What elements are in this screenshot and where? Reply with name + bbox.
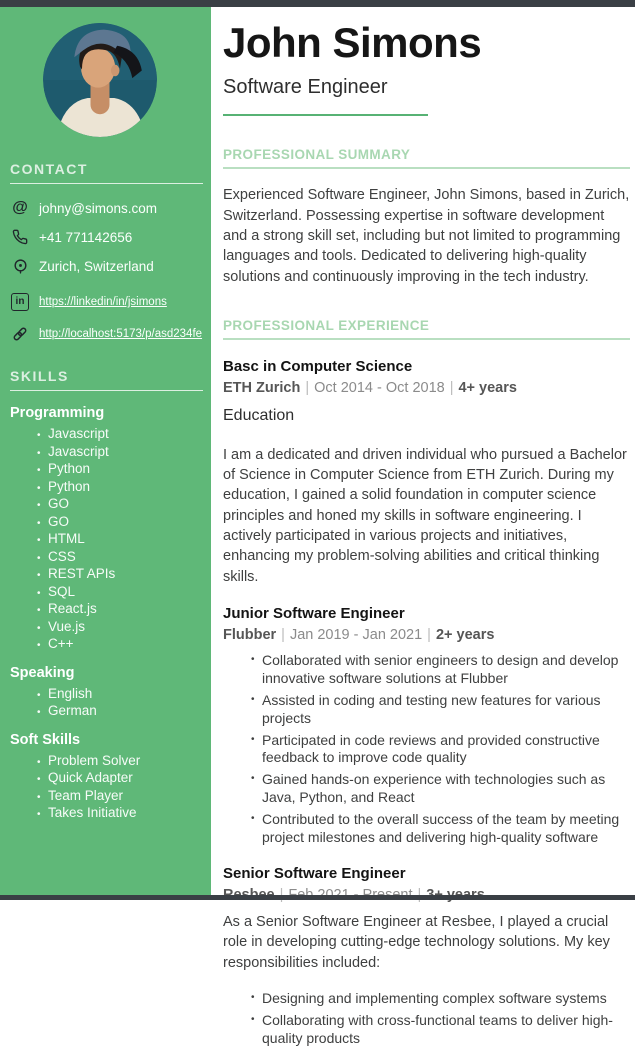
skill-group-soft-skills: Soft Skills: [10, 731, 81, 748]
contact-list: [10, 198, 203, 344]
skills-section: [10, 405, 203, 822]
skill-group-programming: Programming: [10, 405, 105, 421]
meta-separator: |: [281, 626, 285, 643]
entry-bullet-list: [223, 990, 630, 1048]
entry-description: As a Senior Software Engineer at Resbee, I played a crucial role in developing cutting-edge technology solutions. My key responsibilities included:: [223, 913, 610, 971]
at-icon: @: [12, 199, 28, 216]
contact-links: [10, 292, 203, 344]
skill-list-soft-skills: [10, 752, 203, 822]
top-border-bar: [0, 0, 635, 7]
meta-separator: |: [449, 379, 454, 396]
linkedin-link[interactable]: https://linkedin/in/jsimons: [39, 296, 167, 308]
skill-item: • Python: [37, 478, 203, 496]
person-job-title: Software Engineer: [223, 76, 388, 99]
skill-item: • Vue.js: [37, 618, 203, 636]
entry-subtitle: Education: [223, 406, 295, 424]
experience-section-heading: PROFESSIONAL EXPERIENCE: [223, 318, 630, 340]
link-icon: [10, 324, 30, 344]
entry-title: Basc in Computer Science: [223, 357, 413, 375]
contact-location-row: [10, 256, 203, 276]
linkedin-row: [10, 292, 203, 312]
entry-meta: [223, 380, 630, 396]
linkedin-icon: in: [10, 292, 30, 312]
meta-separator: |: [427, 626, 431, 643]
contact-phone-text: +41 771142656: [39, 229, 133, 245]
skill-item: • Python: [37, 460, 203, 478]
skill-item: • GO: [37, 495, 203, 513]
entry-dates: Oct 2014 - Oct 2018: [314, 379, 445, 396]
skill-item: • React.js: [37, 600, 203, 618]
skill-list-programming: [10, 425, 203, 653]
contact-phone-row: [10, 227, 203, 247]
entry-duration: 2+ years: [435, 626, 495, 643]
entry-company: ETH Zurich: [223, 379, 301, 396]
contact-location-text: Zurich, Switzerland: [39, 258, 154, 274]
entry-bullet-list: [223, 652, 630, 847]
bullet-item: • Participated in code reviews and provided constructive feedback to improve code quality: [251, 732, 630, 768]
skill-item: • Quick Adapter: [37, 769, 203, 787]
website-link[interactable]: http://localhost:5173/p/asd234fe: [39, 328, 203, 340]
bullet-item: • Collaborating with cross-functional teams to deliver high-quality products: [251, 1012, 630, 1048]
location-pin-icon: [10, 256, 30, 276]
contact-heading: CONTACT: [10, 161, 203, 184]
bullet-item: • Designing and implementing complex software systems: [251, 990, 630, 1008]
entry-description: I am a dedicated and driven individual who pursued a Bachelor of Science in Computer Science from ETH Zurich. During my education, I gained a solid foundation in computer science principles and honed my skills in software engineering. I actively participated in various projects and initiatives, enhancing my problem-solving abilities and critical thinking skills.: [223, 446, 627, 585]
entry-dates: Jan 2019 - Jan 2021: [289, 626, 423, 643]
bullet-item: • Assisted in coding and testing new features for various projects: [251, 692, 630, 728]
person-name: John Simons: [223, 19, 482, 66]
skills-heading: SKILLS: [10, 368, 203, 391]
skill-list-speaking: [10, 685, 203, 720]
skill-item: • English: [37, 685, 203, 703]
phone-icon: [10, 227, 30, 247]
contact-email-row: [10, 198, 203, 218]
meta-separator: |: [305, 379, 310, 396]
skill-item: • HTML: [37, 530, 203, 548]
bullet-item: • Contributed to the overall success of the team by meeting project milestones and delivering high-quality software: [251, 811, 630, 847]
skill-group-speaking: Speaking: [10, 664, 75, 681]
skill-item: • CSS: [37, 548, 203, 566]
website-row: [10, 324, 203, 344]
profile-photo: [43, 23, 157, 137]
experience-entry-junior: [223, 605, 630, 847]
entry-title: Junior Software Engineer: [223, 604, 405, 622]
entry-company: Flubber: [223, 626, 277, 643]
entry-meta: [223, 627, 630, 643]
avatar-illustration: [43, 23, 157, 137]
bullet-item: • Gained hands-on experience with technologies such as Java, Python, and React: [251, 771, 630, 807]
title-divider: [223, 114, 428, 116]
experience-entry-education: [223, 358, 630, 587]
skill-item: • Javascript: [37, 443, 203, 461]
bottom-border-bar: [0, 895, 635, 900]
skill-item: • Javascript: [37, 425, 203, 443]
skill-item: • German: [37, 702, 203, 720]
skill-item: • GO: [37, 513, 203, 531]
skill-item: • REST APIs: [37, 565, 203, 583]
skill-item: • Takes Initiative: [37, 804, 203, 822]
skill-item: • C++: [37, 635, 203, 653]
sidebar: [0, 7, 211, 895]
skill-item: • Team Player: [37, 787, 203, 805]
skill-item: • Problem Solver: [37, 752, 203, 770]
skill-item: • SQL: [37, 583, 203, 601]
entry-duration: 4+ years: [458, 379, 517, 396]
entry-title: Senior Software Engineer: [223, 864, 406, 882]
contact-email-text: johny@simons.com: [39, 200, 157, 216]
summary-text: Experienced Software Engineer, John Simons, based in Zurich, Switzerland. Possessing expertise in software development and a strong skill set, including but not limited to programming languages and tools. Dedicated to delivering high-quality solutions and continuously improving in the tech industry.: [223, 187, 630, 285]
experience-entry-senior: [223, 865, 630, 1048]
bullet-item: • Collaborated with senior engineers to design and develop innovative software solutions at Flubber: [251, 652, 630, 688]
summary-section-heading: PROFESSIONAL SUMMARY: [223, 147, 630, 169]
